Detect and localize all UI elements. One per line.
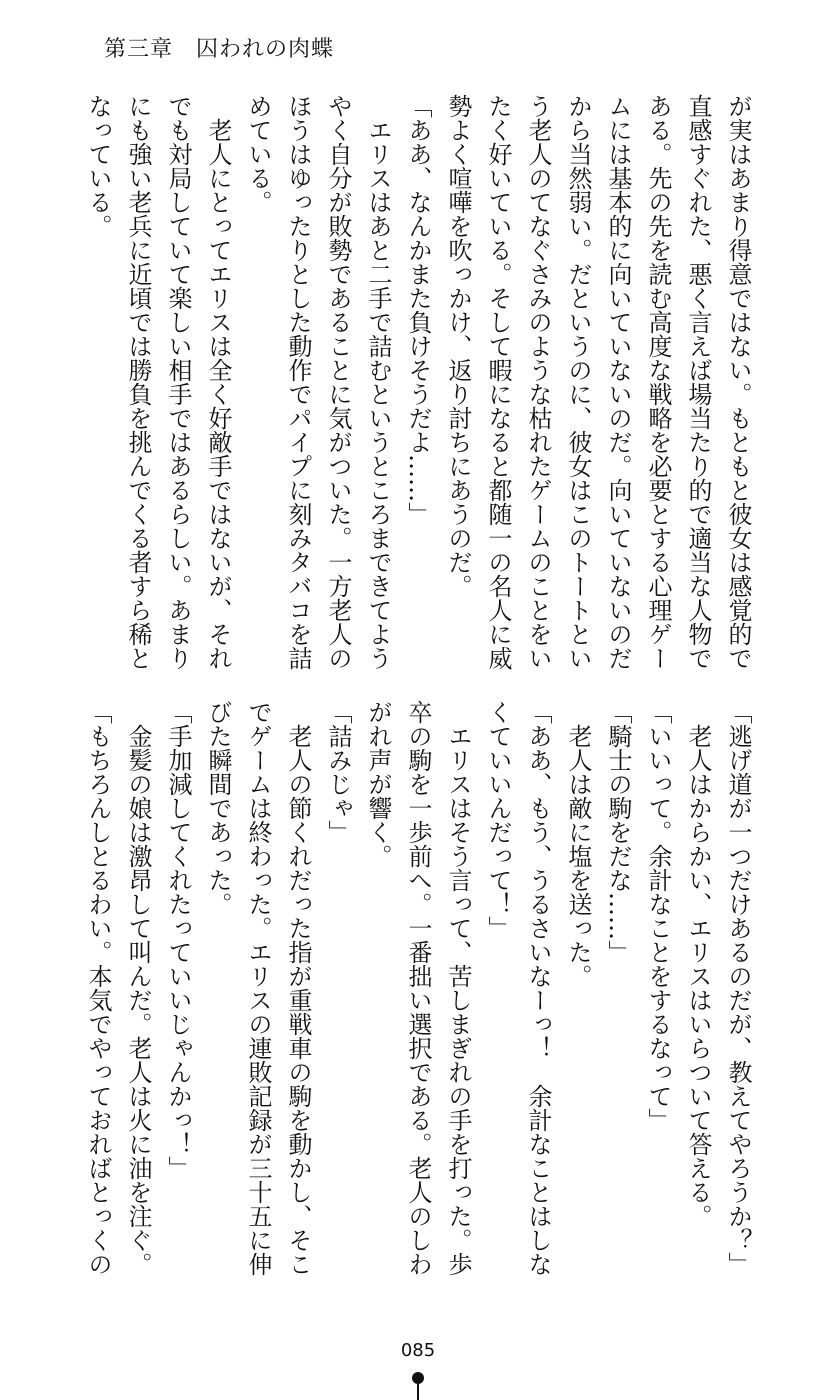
text-line: 「もちろんしとるわい。本気でやっておればとっくの [84,700,112,1276]
running-header [104,32,334,63]
text-line: なっている。 [84,94,112,238]
text-line: エリスはあと二手で詰むというところまできてよう [364,94,392,670]
text-line: でも対局していて楽しい相手ではあるらしい。あまり [164,94,192,670]
text-line: 老人の節くれだった指が重戦車の駒を動かし、そこ [284,700,312,1276]
text-line: 「ああ、なんかまた負けそうだよ……」 [404,94,432,526]
text-line: 老人にとってエリスは全く好敵手ではないが、それ [204,94,232,670]
text-line: 金髪の娘は激昂して叫んだ。老人は火に油を注ぐ。 [124,700,152,1276]
text-line: でゲームは終わった。エリスの連敗記録が三十五に伸 [244,700,272,1276]
text-line: 「手加減してくれたっていいじゃんかっ！」 [164,700,192,1180]
page-marker-line [417,1384,419,1400]
chapter-title: 囚われの肉蝶 [196,37,335,62]
text-line: う老人のてなぐさみのような枯れたゲームのことをい [524,94,552,670]
text-line: 「逃げ道が一つだけあるのだが、教えてやろうか？」 [724,700,752,1276]
text-line: 「詰みじゃ」 [324,700,352,844]
text-line: 「いいって。余計なことをするなって」 [644,700,672,1132]
text-line: がれ声が響く。 [364,700,392,868]
text-line: 勢よく喧嘩を吹っかけ、返り討ちにあうのだ。 [444,94,472,598]
text-line: にも強い老兵に近頃では勝負を挑んでくる者すら稀と [124,94,152,670]
text-line: やく自分が敗勢であることに気がついた。一方老人の [324,94,352,670]
page-number: 085 [400,1340,436,1361]
text-line: 卒の駒を一歩前へ。一番拙い選択である。老人のしわ [404,700,432,1276]
text-line: が実はあまり得意ではない。もともと彼女は感覚的で [724,94,752,670]
text-line: ある。先の先を読む高度な戦略を必要とする心理ゲー [644,94,672,670]
text-line: たく好いている。そして暇になると都随一の名人に威 [484,94,512,670]
text-line: 老人はからかい、エリスはいらついて答える。 [684,700,712,1228]
text-line: 「ああ、もう、うるさいなーっ！ 余計なことはしな [524,700,552,1276]
text-line: 「騎士の駒をだな……」 [604,700,632,964]
text-line: びた瞬間であった。 [204,700,232,916]
text-line: ムには基本的に向いていないのだ。向いていないのだ [604,94,632,670]
text-line: 直感すぐれた、悪く言えば場当たり的で適当な人物で [684,94,712,670]
text-block-top [78,94,758,674]
text-line: 老人は敵に塩を送った。 [564,700,592,988]
chapter-number: 第三章 [104,37,174,62]
text-line: エリスはそう言って、苦しまぎれの手を打った。歩 [444,700,472,1276]
text-line: から当然弱い。だというのに、彼女はこのトートとい [564,94,592,670]
text-block-bottom [78,700,758,1280]
page-marker-dot [412,1372,424,1384]
text-line: くていいんだって！」 [484,700,512,940]
text-line: めている。 [244,94,272,214]
text-line: ほうはゆったりとした動作でパイプに刻みタバコを詰 [284,94,312,670]
